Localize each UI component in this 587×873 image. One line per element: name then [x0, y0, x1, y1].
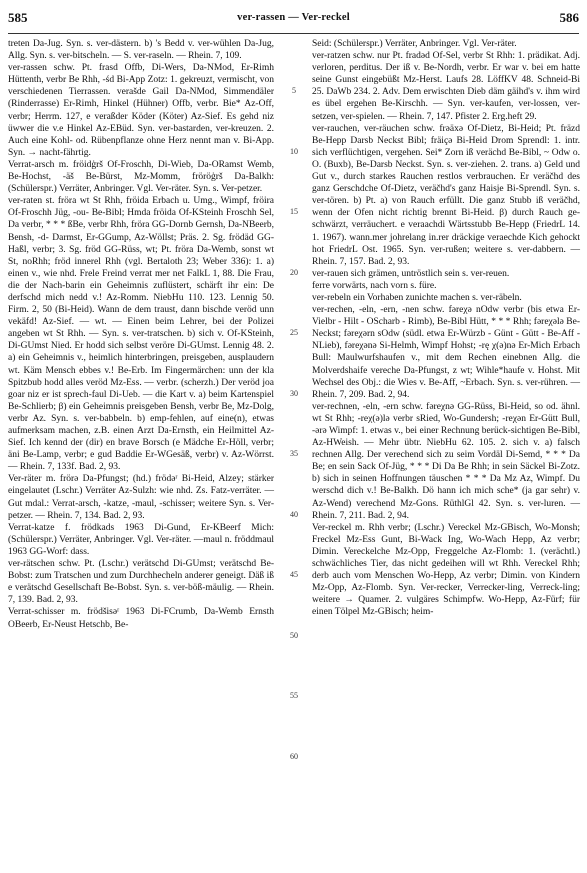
header-rule	[8, 33, 579, 34]
line-number: 20	[290, 267, 298, 277]
dictionary-entry: ver-raten st. fröra wt St Rhh, fröida Erbach u. Umg., Wimpf, fröira Of-Froschh Jüg, -ou- Be-Bibl; Hmda fröida Of-KSteinh Froschh Sel, Da verbr, * * * ßBe, verbr Rhh, fröra GG-Dornb Gernsh, Da-NBeerb, Bensh, -d- Darmst, Er-GGump, Az-Wöllst; Präs. 2. Sg. frödäd GG-Haßl, verbr; 3. Sg. fröd GG-Rüss, wt; Pt. fröra Da-Wemb, sonst wt St, noRhh; fröd innerel Rhh (vgl. Bertaloth 23; Weber 336): 1. a) einen v., wie nhd. Frele Freind verrat mer net FalkL 1, 88. Die Frau, die der Nach-barin ein Geheimnis zuflüstert, schärft ihr ein: De derfschd mich nedd v.! Az-Romm. NiebHu 110. 123. Lennig 50. Firm. 2, 50 (Bi-Heid). Wann de dem traust, dann bischde veröd unn vekäfd! Az-Sief. — wt. — Einen beim Lehrer, bei der Polizei angeben wt St Rhh. — Syn. s. ver-tratschen. b) sich v. Of-KSteinh, Di-GUmst Nied. Er hodd sich selbst veröre Di-GUmst. Lennig 48. 2. a) ein Geheimnis v., heimlich hinterbringen, preisgeben, ausplaudern wt. Käm Mensch ebbes v.! Be-Erb. Im Fingermärchen: unn der kla Spitzbub hodd alles veröd Mz-Ess. — verbr. (scherzh.) Der veröd joa goar niz er ist sprech-faul Di-Ueb. — die Kart v. a) beim Kartenspiel Be-Schlierb; β) ein Geheimnis preisgeben Bensh, verbr Be, Mz-Dolg, verbr Az. Syn. s. ver-babbeln. b) emp-fehlen, auf eine(n), etwas aufmerksam machen, z.B. einen Arzt Da-Ernsth, ein Heilmittel Az-Sief. Ich kennd der (dir) en brave Borsch (e Mädche Er-Höll, verbr; äni Be-Lamp, verbr; e gud Baddie Er-WGesäß, verbr) v. Az-Wörrst. — Rhein. 7, 133f. Bad. 2, 93.	[8, 196, 274, 473]
dictionary-entry: ver-rechen, -eln, -ern, -nen schw. fəreχə nOdw verbr (bis etwa Er-Vielbr - Hilt - OScharb - Rimb), Be-Bibl Hütt, * * * Rhh; fəreχələ Be-Neckst; fəreχərn sOdw (südl. etwa Er-Würzb - Günt - Gütt - Be-Aff - NLieb), fəreχənə Si-Helmh, Wimpf Hohst; -rę χ(ə)nə Er-Mich Erbach Bull: Maulwurfshaufen v., mit dem Rechen einebnen Allg. die Molverdshaife vereche Da-Pfungst, z wt; Wihle*haufe v. Hohst. Mit Wechsel des Obj.: die Wies v. Be-Aff, ~Erbach. Syn. s. ver-rühren. — Rhein. 7, 209. Bad. 2, 94.	[312, 305, 580, 400]
line-number: 50	[290, 630, 298, 640]
dictionary-entry: ver-rätschen schw. Pt. (Lschr.) verätschd Di-GUmst; verätschd Be-Bobst: zum Tratschen und zum Durchhecheln anderer geneigt. Däß iß e verätschd Gesellschaft Be-Bobst. Syn. s. ver-böß-mäulig. — Rhein. 7, 139. Bad. 2, 93.	[8, 559, 274, 606]
line-number: 55	[290, 691, 298, 701]
dictionary-entry: Ver-reckel m. Rhh verbr; (Lschr.) Vereckel Mz-GBisch, Wo-Monsh; Freckel Mz-Ess Gunt, Bi-Wack Ing, Wo-Wach Hepp, Az verbr; Dimin. Vereckelche Mz-Opp, Freggelche Az-Flomb: 1. (verächtl.) schwächliches Tier, das nicht gedeihen will wt Rhh. Vereckel Rhh; derb auch vom Menschen Wo-Hepp, Az verbr; Dimin. von Kindern Mz-Opp, Az-Flomb. Syn. Ver-recker, Verrecker-ling, Verreck-ling; weitere → Quamer. 2. vulgäres Schimpfw. Wo-Hepp, Az-Fürf; für einen Tölpel Mz-GBisch; heim-	[312, 522, 580, 618]
entry-continuation: treten Da-Jug. Syn. s. ver-dästern. b) 's Bedd v. ver-wühlen Da-Jug, Allg. Syn. s. ver-bitscheln. — S. ver-raseln. — Rhein. 7, 109.	[8, 39, 274, 62]
right-page-number: 586	[559, 10, 579, 25]
dictionary-entry: ver-rechnen, -eln, -ern schw. fəreχnə GG-Rüss, Bi-Heid, so od. ähnl. wt St Rhh; -reχ(ə)lə verbr sRied, Wo-Gundersh; -reχən Er-Gütt Bull, -ərə Wimpf: 1. etwas v., bei einer Rechnung berück-sichtigen Be-Bibl, Az-HWeish. — Mehr übtr. NiebHu 62. 105. 2. sich v. a) falsch rechnen Allg. Der verechend sich zu seim Vordäl Di-Semd, * * * Da Be; en sein Sack Of-Jüg, * * * Di Da Be Rhh; in sein Säckel Bi-Zotz. b) sich in seinen Hoffnungen täuschen * * * Da Mz Az, Wimpf. Du werschd dich v.! Be-Balkh. Dö hann ich mich sche* (ja gar sehr) v. Az-Wend) verechend Mz-Gons. RüthlGl 42. Syn. s. ver-luren. — Rhein. 7, 211. Bad. 2, 94.	[312, 401, 580, 521]
right-column	[312, 38, 580, 619]
line-number: 60	[290, 751, 298, 761]
line-number: 15	[290, 207, 298, 217]
line-number: 40	[290, 509, 298, 519]
dictionary-entry: Ver-räter m. frörə Da-Pfungst; (hd.) frödəʳ Bi-Heid, Alzey; stärker eingelautet (Lschr.) Verräter Az-Sulzh: wie nhd. Zs. Fatz-verräter. — Gut mdal.: Verrat-arsch, -katze, -maul, -schisser; weitere Syn. s. Ver-petzer. — Rhein. 7, 134. Bad. 2, 93.	[8, 474, 274, 521]
left-column	[8, 38, 274, 631]
page-header	[0, 6, 587, 28]
dictionary-entry: ver-rauchen, ver-räuchen schw. frəäxə Of-Dietz, Bi-Heid; Pt. fräzd Be-Hepp Darsb Neckst Bibl; fräiçə Bi-Heid Drom Sprendl: 1. intr. sich verflüchtigen, vergehen. Sei* Zorn iß verächd Be-Bibl, ~ Odw o. O. (Buxb), Be-Darsb Neckst. Syn. s. ver-ziehen. 2. trans. a) Geld und Gut v., durch starkes Rauchen restlos verbrauchen. Er veräčhd des ganz Gerschdche Of-Dietz, veräčhd's ganz Haisje Bi-Sprendl. Syn. s. ver-tören. b) Pt. a) von Rauch erfüllt. Die ganz Stubb iß veräčhd, wenn der Ofen nicht richtig brennt Bi-Heid. β) durch Rauch ge-schwärzt, verräuchert. e veraachdi Wärtsstubb Be-Hepp (FriedrL 14. 1. 1967). wann.mer johrelang in.rer dräckige veraechde Kich gehockt hot FriedrL Ost. 1965. Syn. ver-rußen; weitere s. ver-dabbern. — Rhein. 7, 157. Bad. 2, 93.	[312, 123, 580, 267]
dictionary-entry: Verrat-schisser m. frödšisəʳ 1963 Di-FCrumb, Da-Wemb Ernsth OBeerb, Er-Neust Hetschb, Be-	[8, 607, 274, 630]
entry-continuation: Seid: (Schülerspr.) Verräter, Anbringer. Vgl. Ver-räter.	[312, 39, 517, 49]
entry-continuation: ferre vorwärts, nach vorn s. füre.	[312, 280, 437, 291]
line-number: 30	[290, 388, 298, 398]
running-title: ver-rassen — Ver-reckel	[237, 12, 350, 23]
dictionary-entry: ver-ratzen schw. nur Pt. fradəd Of-Sel, verbr St Rhh: 1. prädikat. Adj. verloren, perditus. Der iß v. Be-Nordh, verbr. Er war v. bei em hatte seine Gunst eingebüßt Mz-Herst. Laufs 28. LöffKV 48. Schneid-Bi 25. DaWb 234. 2. Adv. Dem erwischten Dieb däm gäihd's v. ihm wird es übel ergehen Be-Kirschh. — Syn. ver-kaufen, ver-lossen, ver-setzen, ver-spielen. — Rhein. 7, 147. Pfister 2. Erg.heft 29.	[312, 51, 580, 122]
line-number: 10	[290, 146, 298, 156]
line-number-gutter	[282, 38, 306, 858]
left-page-number: 585	[8, 10, 28, 25]
line-number: 25	[290, 328, 298, 338]
dictionary-entry: Verrat-katze f. frödkads 1963 Di-Gund, Er-KBeerf Mich: (Schülerspr.) Verräter, Anbringer. Vgl. Ver-räter. —maul n. fröddmaul 1963 GG-Worf: dass.	[8, 522, 274, 557]
dictionary-entry: ver-rauen sich grämen, untröstlich sein s. ver-reuen.	[312, 268, 510, 279]
dictionary-entry: Verrat-arsch m. fröidġrš Of-Froschh, Di-Wieb, Da-ORamst Wemb, Be-Hochst, -äš Be-Bürst, Mz-Momm, fröröġrš Da-Balkh: (Schülerspr.) Verräter, Anbringer. Vgl. Ver-räter. Syn. s. Ver-petzer.	[8, 159, 274, 195]
line-number: 35	[290, 449, 298, 459]
dictionary-entry: ver-rassen schw. Pt. frasd Offb, Di-Wers, Da-NMod, Er-Rimh Hüttenth, verbr Be Rhh, -śd Bi-App Zotz: 1. gekreuzt, vermischt, von verschiedenen Tierrassen. verašde Gail Da-NMod, Simmendäler (Rinderrasse) Er-Rimh, Hinkel (Hühner) Offb, verbr. Bie* Az-Off, verbr; Herrm. 127, e veraßder Köder (Köter) Az-Sief. Es gehd niz üwwer die v.e Hinkel Az-EBüd. Syn. ver-bastarden, ver-kreuzen. 2. Auch eine Kohl- od. Rübenpflanze ohne Herz nennt man v. Bi-App. Syn. → nacht-fährtig.	[8, 63, 274, 158]
line-number: 5	[292, 86, 296, 96]
dictionary-entry: ver-rebeln ein Vorhaben zunichte machen s. ver-räbeln.	[312, 292, 522, 303]
line-number: 45	[290, 570, 298, 580]
